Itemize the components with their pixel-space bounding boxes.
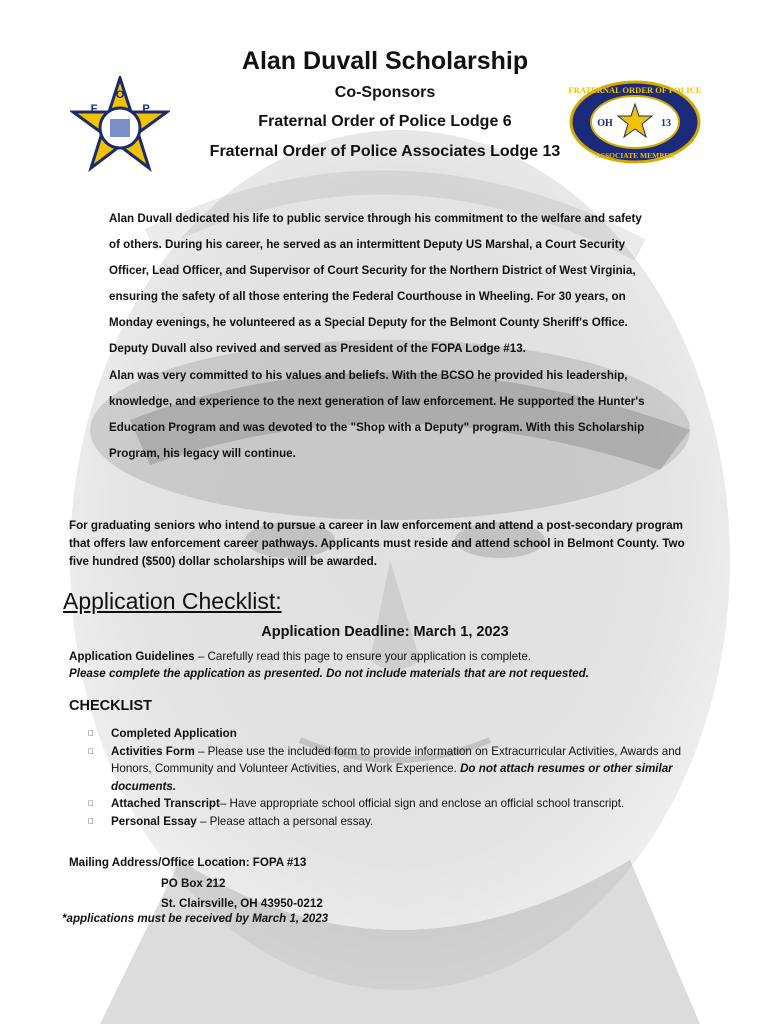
page-title: Alan Duvall Scholarship bbox=[241, 47, 529, 75]
bio-paragraph: Alan Duvall dedicated his life to public service through his commitment to the welfare and safety of others. During his career, he served as an intermittent Deputy US Marshal, a Court Security Officer, Lead Officer, and Supervisor of Court Security for the Northern District of West Virginia, ensuring the safety of all those entering the Federal Courthouse in Wheeling. For 30 years, on Monday evenings, he volunteered as a Special Deputy for the Belmont County Sheriff's Office. Deputy Duvall also revived and served as President of the FOPA Lodge #13. bbox=[109, 212, 642, 356]
list-item: Activities Form – Please use the included form to provide information on Extracurricular Activities, Awards and Honors, Community and Volunteer Activities, and Work Experience. Do not attach resumes or other similar documents. bbox=[88, 743, 688, 796]
biography bbox=[109, 206, 649, 467]
logo-letter-p: P bbox=[142, 103, 150, 115]
bullet-icon bbox=[88, 795, 94, 813]
deadline-footnote: *applications must be received by March 1, 2023 bbox=[62, 912, 329, 925]
application-deadline: Application Deadline: March 1, 2023 bbox=[261, 624, 509, 640]
mailing-address bbox=[69, 853, 469, 915]
sponsor-lodge-13: Fraternal Order of Police Associates Lodge 13 bbox=[209, 143, 561, 160]
sponsor-lodge-6: Fraternal Order of Police Lodge 6 bbox=[258, 113, 512, 130]
logo-state: OH bbox=[597, 118, 613, 129]
list-item: Personal Essay – Please attach a personal essay. bbox=[88, 813, 688, 831]
checklist bbox=[88, 725, 688, 830]
guidelines-note: Please complete the application as presented. Do not include materials that are not requested. bbox=[69, 667, 589, 680]
application-guidelines bbox=[69, 648, 709, 682]
mailing-label: Mailing Address/Office Location: FOPA #13 bbox=[69, 856, 307, 869]
logo-letter-o: O bbox=[115, 89, 125, 101]
logo-ring-text: FRATERNAL ORDER OF POLICE bbox=[568, 85, 702, 95]
bullet-icon bbox=[88, 743, 94, 761]
checklist-title: CHECKLIST bbox=[69, 698, 152, 714]
guidelines-label: Application Guidelines bbox=[69, 650, 195, 663]
cosponsors-label: Co-Sponsors bbox=[334, 84, 436, 101]
logo-number: 13 bbox=[661, 118, 671, 129]
logo-letter-f: F bbox=[90, 103, 98, 115]
application-checklist-heading: Application Checklist: bbox=[63, 588, 282, 614]
bullet-icon bbox=[88, 813, 94, 831]
eligibility-intro: For graduating seniors who intend to pursue a career in law enforcement and attend a post-secondary program that offers law enforcement career pathways. Applicants must reside and attend school in Belmont County. Two five hundred ($500) dollar scholarships will be awarded. bbox=[69, 519, 685, 568]
bio-paragraph: Alan was very committed to his values and beliefs. With the BCSO he provided his leadership, knowledge, and experience to the next generation of law enforcement. He supported the Hunter's Education Program and was devoted to the "Shop with a Deputy" program. With this Scholarship Program, his legacy will continue. bbox=[109, 368, 645, 460]
address-line: PO Box 212 bbox=[161, 876, 226, 890]
logo-bottom-text: ASSOCIATE MEMBER bbox=[595, 151, 675, 160]
bullet-icon bbox=[88, 725, 94, 743]
list-item: Completed Application bbox=[88, 725, 688, 743]
fop-star-logo bbox=[70, 76, 170, 172]
guidelines-text: – Carefully read this page to ensure your application is complete. bbox=[194, 650, 532, 663]
list-item: Attached Transcript– Have appropriate school official sign and enclose an official school transcript. bbox=[88, 795, 688, 813]
fopa-associate-logo bbox=[568, 80, 702, 164]
address-line: St. Clairsville, OH 43950-0212 bbox=[161, 897, 323, 910]
